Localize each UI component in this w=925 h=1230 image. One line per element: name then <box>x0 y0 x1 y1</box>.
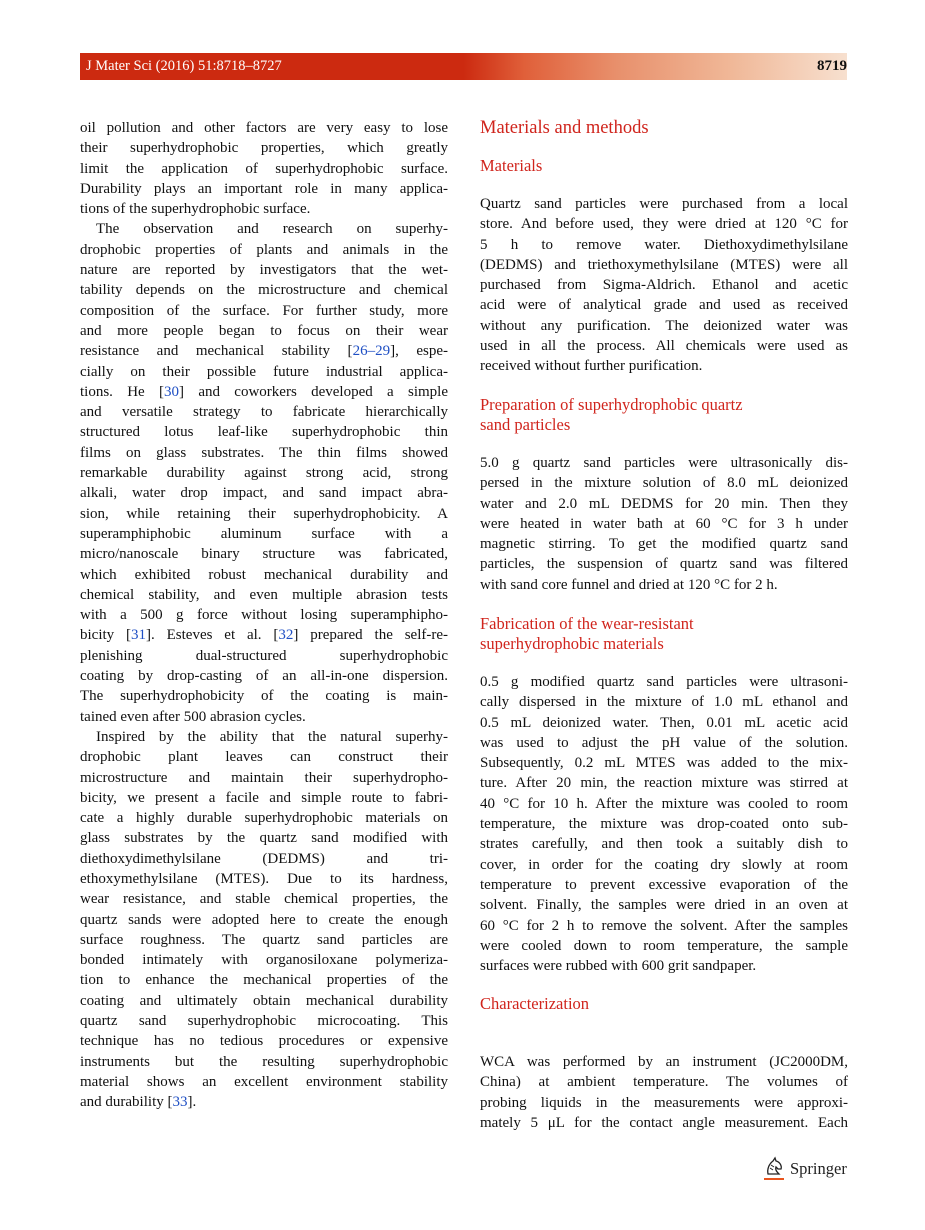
text-line: temperature, the mixture was drop-coated onto sub- <box>480 816 848 833</box>
running-header <box>80 53 847 80</box>
subsection-title-line: Fabrication of the wear-resistant <box>480 614 694 633</box>
text-line: bicity [31]. Esteves et al. [32] prepared the self-re- <box>80 627 449 644</box>
text-line: tability depends on the microstructure and chemical <box>80 282 448 299</box>
text-line: were heated in water bath at 60 °C for 3 h under <box>480 515 848 532</box>
text-line: was used to adjust the pH value of the solution. <box>480 734 848 751</box>
text-line: mately 5 μL for the contact angle measurement. Each <box>480 1114 848 1131</box>
subsection-title-fabrication <box>480 614 860 655</box>
text-line: chemical stability, and even multiple abrasion tests <box>80 586 448 603</box>
text-line: (DEDMS) and triethoxymethylsilane (MTES) were all <box>480 256 848 273</box>
text-line: quartz sands were adopted here to create the enough <box>80 911 448 928</box>
section-title: Materials and methods <box>480 118 649 138</box>
paragraph-characterization <box>480 1052 848 1133</box>
text-line: 0.5 g modified quartz sand particles were ultrasoni- <box>480 674 848 690</box>
text-line: and durability [33]. <box>80 1094 197 1111</box>
citation-link[interactable]: 30 <box>164 383 180 400</box>
text-line: plenishing dual-structured superhydrophobic <box>80 647 448 664</box>
text-line: Durability plays an important role in many applica- <box>80 180 448 197</box>
text-line: used in all the process. All chemicals were used as <box>480 338 848 355</box>
subsection-title-line: superhydrophobic materials <box>480 634 664 654</box>
text-line: 0.5 mL deionized water. Then, 0.01 mL acetic acid <box>480 714 848 731</box>
text-line: magnetic stirring. To get the modified quartz sand <box>480 536 848 553</box>
text-line: with a 500 g force without losing superamphipho- <box>80 607 448 624</box>
text-line: resistance and mechanical stability [26–29], espe- <box>80 343 448 360</box>
text-line: films on glass substrates. The thin films showed <box>80 444 448 461</box>
text-line: coating by drop-casting of an all-in-one dispersion. <box>80 668 448 685</box>
text-line: particles, the suspension of quartz sand was filtered <box>480 556 848 573</box>
text-line: alkali, water drop impact, and sand impact abra- <box>80 485 448 502</box>
text-line: cate a highly durable superhydrophobic materials on <box>80 810 448 827</box>
subsection-title-line: Characterization <box>480 994 590 1013</box>
text-line: remarkable durability against strong acid, strong <box>80 465 448 482</box>
text-line: tion to enhance the mechanical properties of the <box>80 972 448 989</box>
text-line: solvent. Finally, the samples were dried in an oven at <box>480 897 848 914</box>
text-line: which exhibited robust mechanical durability and <box>80 566 448 583</box>
text-line: cover, in order for the coating dry slowly at room <box>480 856 848 873</box>
publisher-name: Springer <box>790 1159 847 1178</box>
text-line: bicity, we present a facile and simple route to fabri- <box>80 789 448 806</box>
text-line: were cooled down to room temperature, the sample <box>480 937 848 954</box>
text-line: 60 °C for 2 h to remove the solvent. After the samples <box>480 917 848 934</box>
text-line: drophobic properties of plants and animals in the <box>80 241 448 258</box>
text-line: acid were of analytical grade and used as received <box>480 297 848 314</box>
text-line: 40 °C for 10 h. After the mixture was cooled to room <box>480 795 848 812</box>
subsection-title-materials <box>480 156 860 176</box>
text-line: limit the application of superhydrophobic surface. <box>80 160 448 177</box>
text-line: ture. After 20 min, the reaction mixture was stirred at <box>480 775 848 792</box>
text-line: The observation and research on superhy- <box>96 221 448 238</box>
text-line: material shows an excellent environment stability <box>80 1073 448 1090</box>
text-line: diethoxydimethylsilane (DEDMS) and tri- <box>80 850 448 867</box>
text-line: ethoxymethylsilane (MTES). Due to its hardness, <box>80 870 448 887</box>
text-line: store. And before used, they were dried at 120 °C for <box>480 216 848 233</box>
journal-citation: J Mater Sci (2016) 51:8718–8727 <box>86 58 282 74</box>
text-line: surfaces were rubbed with 600 grit sandpaper. <box>480 958 757 975</box>
subsection-title-line: Materials <box>480 156 543 175</box>
left-column <box>80 118 448 1113</box>
publisher-logo <box>762 1156 847 1182</box>
citation-link[interactable]: 32 <box>278 627 294 644</box>
text-line: and versatile strategy to fabricate hierarchically <box>80 404 448 421</box>
text-line: cally dispersed in the mixture of 1.0 mL ethanol and <box>480 694 848 711</box>
text-line: their superhydrophobic properties, which greatly <box>80 140 448 157</box>
text-line: drophobic plant leaves can construct their <box>80 749 448 766</box>
text-line: instruments but the resulting superhydrophobic <box>80 1053 448 1070</box>
text-line: microstructure and maintain their superhydropho- <box>80 769 448 786</box>
text-line: nature are reported by investigators that the wet- <box>80 262 448 279</box>
text-line: received without further purification. <box>480 358 703 375</box>
text-line: 5.0 g quartz sand particles were ultrasonically dis- <box>480 455 848 471</box>
text-line: probing liquids in the measurements were approxi- <box>480 1094 848 1111</box>
citation-link[interactable]: 33 <box>172 1094 188 1111</box>
text-line: quartz sand superhydrophobic microcoating. This <box>80 1013 448 1030</box>
text-line: oil pollution and other factors are very easy to lose <box>80 120 448 136</box>
text-line: micro/nanoscale binary structure was fabricated, <box>80 546 448 563</box>
text-line: China) at ambient temperature. The volumes of <box>480 1074 848 1091</box>
subsection-title-line: sand particles <box>480 415 571 435</box>
text-line: with sand core funnel and dried at 120 °C for 2 h. <box>480 576 778 593</box>
text-line: strates carefully, and then took a suitably dish to <box>480 836 848 853</box>
text-line: temperature to prevent excessive evaporation of the <box>480 876 848 893</box>
text-line: tions of the superhydrophobic surface. <box>80 201 311 218</box>
citation-link[interactable]: 31 <box>131 627 147 644</box>
text-line: structured lotus leaf-like superhydrophobic thin <box>80 424 448 441</box>
text-line: technique has no tedious procedures or expensive <box>80 1033 448 1050</box>
springer-horse-icon <box>762 1156 786 1182</box>
text-line: WCA was performed by an instrument (JC2000DM, <box>480 1054 848 1070</box>
text-line: Subsequently, 0.2 mL MTES was added to the mix- <box>480 755 848 772</box>
paragraph-fabrication <box>480 672 848 976</box>
text-line: tions. He [30] and coworkers developed a simple <box>80 383 448 400</box>
text-line: glass substrates by the quartz sand modified with <box>80 830 448 847</box>
text-line: Quartz sand particles were purchased from a local <box>480 196 848 212</box>
text-line: coating and ultimately obtain mechanical durability <box>80 992 448 1009</box>
text-line: composition of the surface. For further study, more <box>80 302 448 319</box>
text-line: persed in the mixture solution of 8.0 mL deionized <box>480 475 848 492</box>
text-line: 5 h to remove water. Diethoxydimethylsilane <box>480 236 848 253</box>
paragraph-materials <box>480 194 848 377</box>
text-line: bonded intimately with organosiloxane polymeriza- <box>80 952 448 969</box>
text-line: superamphiphobic aluminum surface with a <box>80 525 448 542</box>
text-line: and more people began to focus on their wear <box>80 322 448 339</box>
text-line: water and 2.0 mL DEDMS for 20 min. Then they <box>480 495 848 512</box>
paragraph-preparation <box>480 453 848 595</box>
text-line: wear resistance, and stable chemical properties, the <box>80 891 448 908</box>
text-line: Inspired by the ability that the natural superhy- <box>96 728 448 745</box>
subsection-title-characterization <box>480 994 860 1014</box>
text-line: cially on their possible future industrial applica- <box>80 363 448 380</box>
text-line: The superhydrophobicity of the coating is main- <box>80 688 448 705</box>
text-line: purchased from Sigma-Aldrich. Ethanol and acetic <box>480 277 848 294</box>
subsection-title-preparation <box>480 395 860 436</box>
text-line: tained even after 500 abrasion cycles. <box>80 708 306 725</box>
subsection-title-line: Preparation of superhydrophobic quartz <box>480 395 743 414</box>
page-number: 8719 <box>817 58 847 74</box>
citation-link[interactable]: 26–29 <box>352 343 391 360</box>
text-line: surface roughness. The quartz sand particles are <box>80 931 448 948</box>
text-line: sion, while retaining their superhydrophobicity. A <box>80 505 448 522</box>
text-line: without any purification. The deionized water was <box>480 317 848 334</box>
